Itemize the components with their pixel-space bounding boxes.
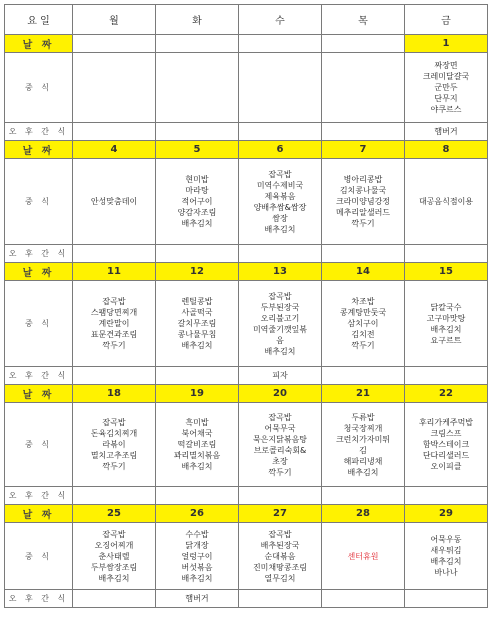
lunch-cell xyxy=(73,403,156,487)
header-row xyxy=(5,5,488,35)
snack-row xyxy=(5,487,488,505)
menu-item: 병아리콩밥 xyxy=(343,175,383,184)
lunch-cell xyxy=(73,281,156,367)
lunch-label: 중 식 xyxy=(5,523,73,590)
menu-item: 음 xyxy=(276,335,284,345)
lunch-row xyxy=(5,523,488,590)
menu-item: 두류밥 xyxy=(351,412,375,422)
menu-item: 메추리알샐러드 xyxy=(335,208,391,217)
date-row xyxy=(5,141,488,159)
menu-item: 두부쌈장조림 xyxy=(90,562,138,572)
lunch-cell xyxy=(405,523,488,590)
snack-cell xyxy=(73,123,156,141)
snack-cell xyxy=(239,590,322,608)
menu-item: 잡곡밥 xyxy=(268,291,292,301)
menu-item: 미역수제비국 xyxy=(256,180,304,190)
menu-item: 잡곡밥 xyxy=(268,529,292,539)
date-cell: 15 xyxy=(405,263,488,281)
menu-item: 깍두기 xyxy=(268,467,292,477)
lunch-cell xyxy=(73,523,156,590)
date-cell: 4 xyxy=(73,141,156,159)
snack-cell xyxy=(405,367,488,385)
date-cell: 20 xyxy=(239,385,322,403)
menu-item: 묵은지닭볶음탕 xyxy=(252,434,308,444)
menu-item: 배추김치 xyxy=(264,346,296,356)
date-cell: 13 xyxy=(239,263,322,281)
menu-item: 배추김치 xyxy=(181,341,213,350)
menu-item: 깍두기 xyxy=(351,219,375,228)
menu-item: 스팸당면찌개 xyxy=(90,308,138,317)
snack-cell xyxy=(239,245,322,263)
menu-item: 현미밥 xyxy=(185,175,209,184)
snack-cell xyxy=(405,487,488,505)
date-cell: 22 xyxy=(405,385,488,403)
menu-item: 김치콩나물국 xyxy=(339,186,387,195)
menu-item: 라볶이 xyxy=(102,440,126,449)
lunch-cell xyxy=(405,53,488,123)
menu-item: 적어구이 xyxy=(181,197,213,206)
menu-item: 함박스테이크 xyxy=(422,440,470,449)
snack-cell xyxy=(156,367,239,385)
snack-cell xyxy=(73,367,156,385)
lunch-cell xyxy=(322,523,405,590)
date-cell: 12 xyxy=(156,263,239,281)
menu-item: 잡곡밥 xyxy=(268,412,292,422)
date-cell: 1 xyxy=(405,35,488,53)
lunch-cell xyxy=(156,403,239,487)
snack-cell xyxy=(73,590,156,608)
menu-item: 안성맞춤데이 xyxy=(90,197,138,206)
menu-item: 배추김치 xyxy=(181,219,213,228)
lunch-cell xyxy=(239,403,322,487)
menu-item: 센터휴원 xyxy=(347,551,379,561)
header-cell-day: 요 일 xyxy=(5,5,73,35)
date-cell: 18 xyxy=(73,385,156,403)
menu-item: 깍두기 xyxy=(351,341,375,350)
date-cell xyxy=(322,35,405,53)
date-label: 날 짜 xyxy=(5,141,73,159)
menu-item: 콩계탕만둣국 xyxy=(339,308,387,317)
menu-item: 순대볶음 xyxy=(264,551,296,561)
menu-item: 깍두기 xyxy=(102,462,126,471)
menu-item: 크레미달걀국 xyxy=(422,72,470,81)
menu-item: 배추김치 xyxy=(430,324,462,334)
menu-item: 배추김치 xyxy=(181,462,213,471)
menu-item: 야쿠르스 xyxy=(430,105,462,114)
snack-cell xyxy=(322,590,405,608)
menu-item: 버섯볶음 xyxy=(181,562,213,572)
lunch-cell xyxy=(73,159,156,245)
snack-cell xyxy=(322,245,405,263)
menu-item: 진미채땅콩조림 xyxy=(252,562,308,572)
snack-label: 오 후 간 식 xyxy=(5,487,73,505)
lunch-cell xyxy=(156,53,239,123)
menu-item: 제육볶음 xyxy=(264,191,296,201)
menu-item: 오이피클 xyxy=(430,462,462,471)
menu-item: 배추김치 xyxy=(347,467,379,477)
menu-item: 양감자조림 xyxy=(177,208,217,217)
snack-row xyxy=(5,367,488,385)
header-cell-tue: 화 xyxy=(156,5,239,35)
lunch-cell xyxy=(322,159,405,245)
snack-cell xyxy=(322,367,405,385)
menu-item: 배추김치 xyxy=(430,557,462,566)
menu-item: 흑미밥 xyxy=(185,418,209,427)
menu-item: 삼치구이 xyxy=(347,319,379,328)
lunch-cell xyxy=(156,281,239,367)
menu-item: 브로콜리숙회& xyxy=(253,445,307,455)
menu-item: 김치전 xyxy=(351,330,375,339)
menu-item: 배추김치 xyxy=(264,224,296,234)
menu-item: 춘사태렐 xyxy=(98,551,130,561)
lunch-cell xyxy=(239,159,322,245)
snack-cell xyxy=(73,245,156,263)
menu-item: 계란말이 xyxy=(98,319,130,328)
date-cell: 5 xyxy=(156,141,239,159)
snack-cell xyxy=(156,487,239,505)
snack-cell xyxy=(73,487,156,505)
menu-item: 표문견과조림 xyxy=(90,330,138,339)
lunch-cell xyxy=(405,281,488,367)
menu-item: 대공음식점이용 xyxy=(418,197,474,206)
date-cell: 29 xyxy=(405,505,488,523)
menu-item: 렌틸콩밥 xyxy=(181,297,213,306)
lunch-label: 중 식 xyxy=(5,53,73,123)
menu-item: 돈육김치찌개 xyxy=(90,429,138,438)
snack-label: 오 후 간 식 xyxy=(5,245,73,263)
snack-cell xyxy=(322,123,405,141)
date-cell: 21 xyxy=(322,385,405,403)
menu-item: 단무지 xyxy=(434,94,458,103)
snack-label: 오 후 간 식 xyxy=(5,123,73,141)
menu-item: 꽈리멸치볶음 xyxy=(173,451,221,460)
date-row xyxy=(5,505,488,523)
snack-cell xyxy=(156,245,239,263)
menu-item: 미역줄기깻잎볶 xyxy=(252,324,308,334)
menu-item: 수수밥 xyxy=(185,529,209,539)
lunch-cell xyxy=(239,523,322,590)
menu-item: 잡곡밥 xyxy=(102,297,126,306)
snack-cell xyxy=(156,123,239,141)
menu-item: 배추김치 xyxy=(181,573,213,583)
snack-cell: 피자 xyxy=(239,367,322,385)
menu-item: 청국장찌개 xyxy=(343,423,383,433)
snack-cell: 햄버거 xyxy=(156,590,239,608)
date-label: 날 짜 xyxy=(5,35,73,53)
snack-row xyxy=(5,590,488,608)
menu-item: 잡곡밥 xyxy=(102,418,126,427)
header-cell-wed: 수 xyxy=(239,5,322,35)
menu-item: 멸치고추조림 xyxy=(90,451,138,460)
snack-cell xyxy=(239,487,322,505)
menu-item: 깍두기 xyxy=(102,341,126,350)
menu-item: 배추된장국 xyxy=(260,540,300,550)
menu-item: 후리가케주먹밥 xyxy=(418,418,474,427)
menu-item: 갈치무조림 xyxy=(177,319,217,328)
menu-item: 오징어찌개 xyxy=(94,540,134,550)
snack-cell xyxy=(405,590,488,608)
date-cell: 28 xyxy=(322,505,405,523)
date-cell: 25 xyxy=(73,505,156,523)
menu-item: 차조밥 xyxy=(351,297,375,306)
lunch-cell xyxy=(156,159,239,245)
menu-item: 초장 xyxy=(272,456,288,466)
lunch-cell xyxy=(322,403,405,487)
menu-item: 오리불고기 xyxy=(260,313,300,323)
lunch-row xyxy=(5,281,488,367)
menu-item: 얼렁구이 xyxy=(181,551,213,561)
snack-cell: 햄버거 xyxy=(405,123,488,141)
date-row xyxy=(5,35,488,53)
snack-label: 오 후 간 식 xyxy=(5,367,73,385)
menu-item: 어묵우동 xyxy=(430,535,462,544)
date-row xyxy=(5,263,488,281)
lunch-row xyxy=(5,53,488,123)
menu-item: 콩나물무침 xyxy=(177,330,217,339)
menu-item: 해파리냉채 xyxy=(343,456,383,466)
menu-item: 요구르트 xyxy=(430,335,462,345)
date-label: 날 짜 xyxy=(5,505,73,523)
date-cell: 7 xyxy=(322,141,405,159)
lunch-cell xyxy=(239,281,322,367)
menu-item: 닭칼국수 xyxy=(430,302,462,312)
menu-table-body xyxy=(5,5,488,608)
date-cell xyxy=(239,35,322,53)
menu-item: 단다리샐러드 xyxy=(422,451,470,460)
menu-item: 양배추쌈&쌈장 xyxy=(253,202,307,212)
snack-row xyxy=(5,123,488,141)
snack-cell xyxy=(239,123,322,141)
lunch-cell xyxy=(322,281,405,367)
lunch-cell xyxy=(239,53,322,123)
date-cell: 6 xyxy=(239,141,322,159)
weekly-menu-table xyxy=(4,4,488,608)
menu-item: 잡곡밥 xyxy=(102,529,126,539)
snack-cell xyxy=(405,245,488,263)
header-cell-mon: 월 xyxy=(73,5,156,35)
menu-item: 닭개장 xyxy=(185,540,209,550)
date-cell: 11 xyxy=(73,263,156,281)
menu-item: 크라미양념강정 xyxy=(335,197,391,206)
snack-label: 오 후 간 식 xyxy=(5,590,73,608)
menu-item: 북어채국 xyxy=(181,429,213,438)
date-label: 날 짜 xyxy=(5,385,73,403)
menu-item: 떡갈비조림 xyxy=(177,440,217,449)
menu-item: 열무김치 xyxy=(264,573,296,583)
header-cell-fri: 금 xyxy=(405,5,488,35)
menu-item: 사골떡국 xyxy=(181,308,213,317)
menu-item: 새우튀김 xyxy=(430,546,462,555)
lunch-label: 중 식 xyxy=(5,403,73,487)
lunch-label: 중 식 xyxy=(5,159,73,245)
date-row xyxy=(5,385,488,403)
menu-item: 고구마맛탕 xyxy=(426,313,466,323)
lunch-row xyxy=(5,159,488,245)
lunch-row xyxy=(5,403,488,487)
snack-row xyxy=(5,245,488,263)
lunch-cell xyxy=(322,53,405,123)
date-cell: 27 xyxy=(239,505,322,523)
menu-item: 군만두 xyxy=(434,83,458,92)
lunch-cell xyxy=(156,523,239,590)
menu-item: 잡곡밥 xyxy=(268,169,292,179)
menu-item: 배추김치 xyxy=(98,573,130,583)
menu-item: 바나나 xyxy=(434,568,458,577)
menu-item: 마라탕 xyxy=(185,186,209,195)
date-cell xyxy=(156,35,239,53)
lunch-cell xyxy=(73,53,156,123)
date-cell: 19 xyxy=(156,385,239,403)
menu-item: 두부된장국 xyxy=(260,302,300,312)
menu-item: 쌈장 xyxy=(272,213,288,223)
date-cell: 8 xyxy=(405,141,488,159)
menu-item: 짜장면 xyxy=(434,61,458,70)
menu-item: 크림스프 xyxy=(430,429,462,438)
date-label: 날 짜 xyxy=(5,263,73,281)
menu-item: 김 xyxy=(359,445,367,455)
date-cell: 14 xyxy=(322,263,405,281)
menu-item: 크런치가자미튀 xyxy=(335,434,391,444)
header-cell-thu: 목 xyxy=(322,5,405,35)
menu-item: 어묵무국 xyxy=(264,423,296,433)
lunch-cell xyxy=(405,403,488,487)
lunch-cell xyxy=(405,159,488,245)
lunch-label: 중 식 xyxy=(5,281,73,367)
date-cell: 26 xyxy=(156,505,239,523)
snack-cell xyxy=(322,487,405,505)
date-cell xyxy=(73,35,156,53)
